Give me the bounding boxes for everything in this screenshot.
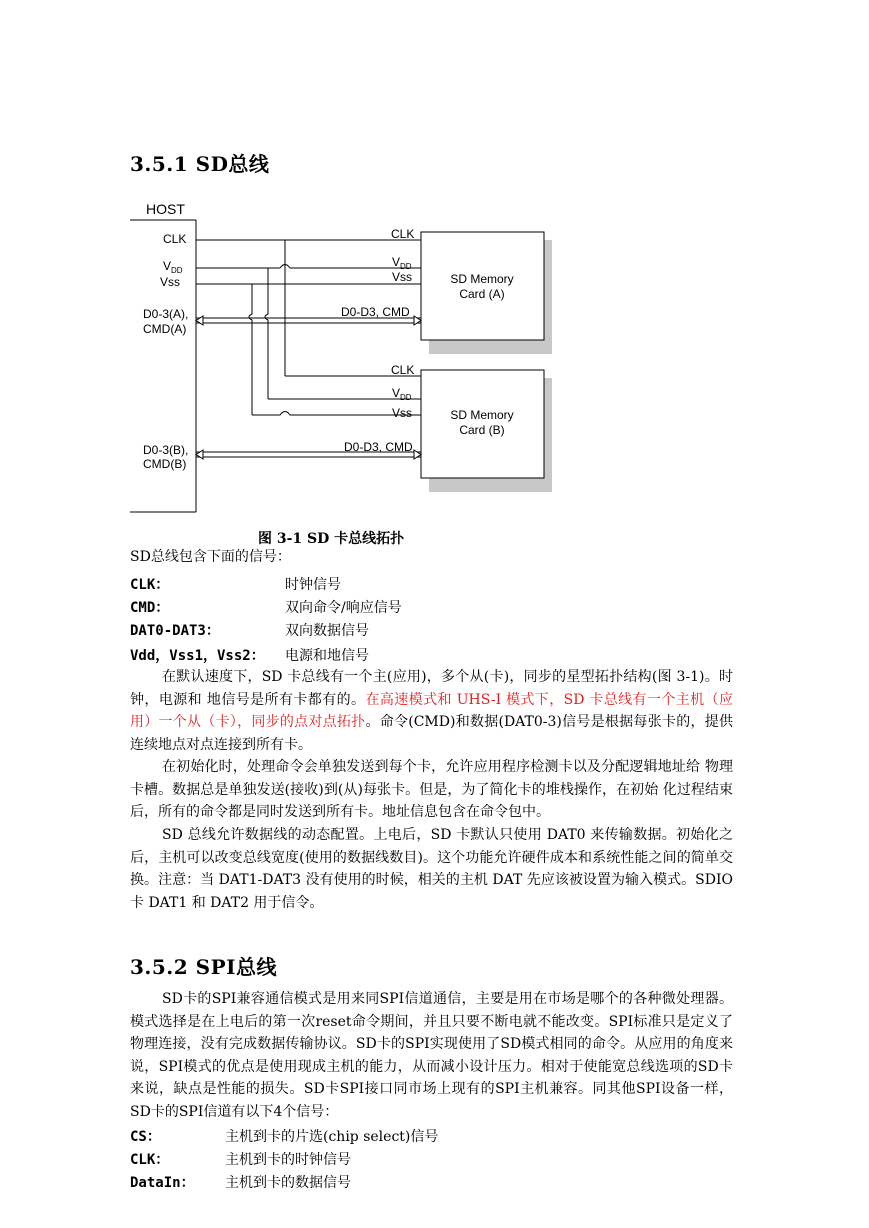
signal-name: CLK：	[130, 1152, 170, 1168]
host-vss-label: Vss	[160, 275, 181, 289]
signal-name: DAT0-DAT3：	[130, 623, 220, 639]
signals-intro: SD总线包含下面的信号：	[130, 549, 291, 565]
card-a-box	[421, 232, 544, 340]
signal-desc: 主机到卡的时钟信号	[225, 1152, 351, 1168]
paragraph-initialization: 在初始化时，处理命令会单独发送到每个卡，允许应用程序检测卡以及分配逻辑地址给 物理卡槽。数据总是单独发送(接收)到(从)每张卡。但是，为了简化卡的堆栈操作，在初始 化过程结束后，所有的命令都是同时发送到所有卡。地址信息包含在命令包中。	[130, 759, 733, 820]
signal-desc: 主机到卡的片选(chip select)信号	[225, 1129, 439, 1145]
host-bus-a-label-1: D0-3(A),	[143, 307, 189, 321]
paragraph-spi: SD卡的SPI兼容通信模式是用来同SPI信道通信，主要是用在市场是哪个的各种微处理器。模式选择是在上电后的第一次reset命令期间，并且只要不断电就不能改变。SPI标准只是定义了物理连接，没有完成数据传输协议。SD卡的SPI实现使用了SD模式相同的命令。从应用的角度来说，SPI模式的优点是使用现成主机的能力，从而减小设计压力。相对于使能宽总线选项的SD卡来说，缺点是性能的损失。SD卡SPI接口同市场上现有的SPI主机兼容。同其他SPI设备一样，SD卡的SPI信道有以下4个信号：	[130, 991, 733, 1120]
host-label: HOST	[146, 201, 185, 217]
sd-signal-row	[130, 645, 530, 665]
section-heading-spi-bus: 3.5.2 SPI总线	[130, 955, 277, 979]
card-b-label-1: SD Memory	[450, 408, 514, 422]
figure-caption: 图 3-1 SD 卡总线拓扑	[258, 531, 405, 547]
card-b-vdd-label: $V_{DD}$	[392, 386, 412, 402]
card-a-label-1: SD Memory	[450, 272, 514, 286]
signal-desc: 时钟信号	[285, 577, 341, 593]
sd-signal-row	[130, 620, 530, 640]
host-clk-label: CLK	[163, 232, 187, 246]
card-b-vss-label: Vss	[392, 406, 413, 420]
sd-bus-topology-diagram	[120, 195, 570, 525]
sd-signal-row	[130, 597, 530, 617]
card-a-bus-label: D0-D3, CMD	[341, 305, 410, 319]
spi-signal-row	[130, 1149, 530, 1169]
card-a-vdd-label: $V_{DD}$	[392, 255, 412, 271]
host-bus-b-label-2: CMD(B)	[143, 457, 187, 471]
sd-signal-row	[130, 574, 530, 594]
signal-desc: 主机到卡的数据信号	[225, 1175, 351, 1191]
signal-desc: 双向数据信号	[285, 623, 369, 639]
host-bus-b-label-1: D0-3(B),	[143, 443, 189, 457]
spi-signal-row	[130, 1126, 530, 1146]
paragraph-text: 。命令(CMD)和数据(DAT0-3)信号是根据每张卡的，提供连续地点对点连接到所有卡。	[130, 714, 733, 753]
signal-name: CMD：	[130, 600, 170, 616]
highlighted-text: 在高速模式和 UHS-I 模式下，SD 卡总线有一个主机（应用）一个从（卡），同步的点对点拓扑	[130, 691, 734, 730]
bus-a-arrow-right	[414, 316, 421, 325]
card-a-vss-label: Vss	[392, 270, 413, 284]
branch-wiring	[249, 240, 285, 415]
section-heading-sd-bus: 3.5.1 SD总线	[130, 152, 270, 176]
paragraph-bus-width: SD 总线允许数据线的动态配置。上电后，SD 卡默认只使用 DAT0 来传输数据。初始化之 后，主机可以改变总线宽度(使用的数据线数目)。这个功能允许硬件成本和系统性能之间的简单交换。注意：当 DAT1-DAT3 没有使用的时候，相关的主机 DAT 先应该被设置为输入模式。SDIO 卡 DAT1 和 DAT2 用于信令。	[130, 827, 733, 911]
card-b-label-2: Card (B)	[459, 423, 505, 437]
paragraph-topology	[130, 666, 733, 756]
bus-b-arrow-right	[414, 450, 421, 459]
card-a-clk-label: CLK	[391, 227, 415, 241]
card-b-clk-label: CLK	[391, 363, 415, 377]
signal-name: DataIn：	[130, 1175, 195, 1191]
card-a-label-2: Card (A)	[459, 287, 505, 301]
bus-b-arrow-left	[196, 450, 203, 459]
spi-signal-row	[130, 1172, 530, 1192]
signal-name: Vdd，Vss1，Vss2：	[130, 648, 265, 664]
signal-desc: 电源和地信号	[285, 648, 369, 664]
signal-name: CS：	[130, 1129, 161, 1145]
signal-name: CLK：	[130, 577, 170, 593]
card-b-bus-label: D0-D3, CMD	[344, 440, 413, 454]
bus-a-arrow-left	[196, 316, 203, 325]
host-bus-a-label-2: CMD(A)	[143, 322, 187, 336]
signal-desc: 双向命令/响应信号	[285, 600, 402, 616]
paragraph-text: 在默认速度下，SD 卡总线有一个主(应用)，多个从(卡)，同步的星型拓扑结构(图 3-1)。时钟，电源和 地信号是所有卡都有的。	[130, 669, 733, 708]
host-vdd-label: $V_{DD}$	[163, 259, 183, 275]
